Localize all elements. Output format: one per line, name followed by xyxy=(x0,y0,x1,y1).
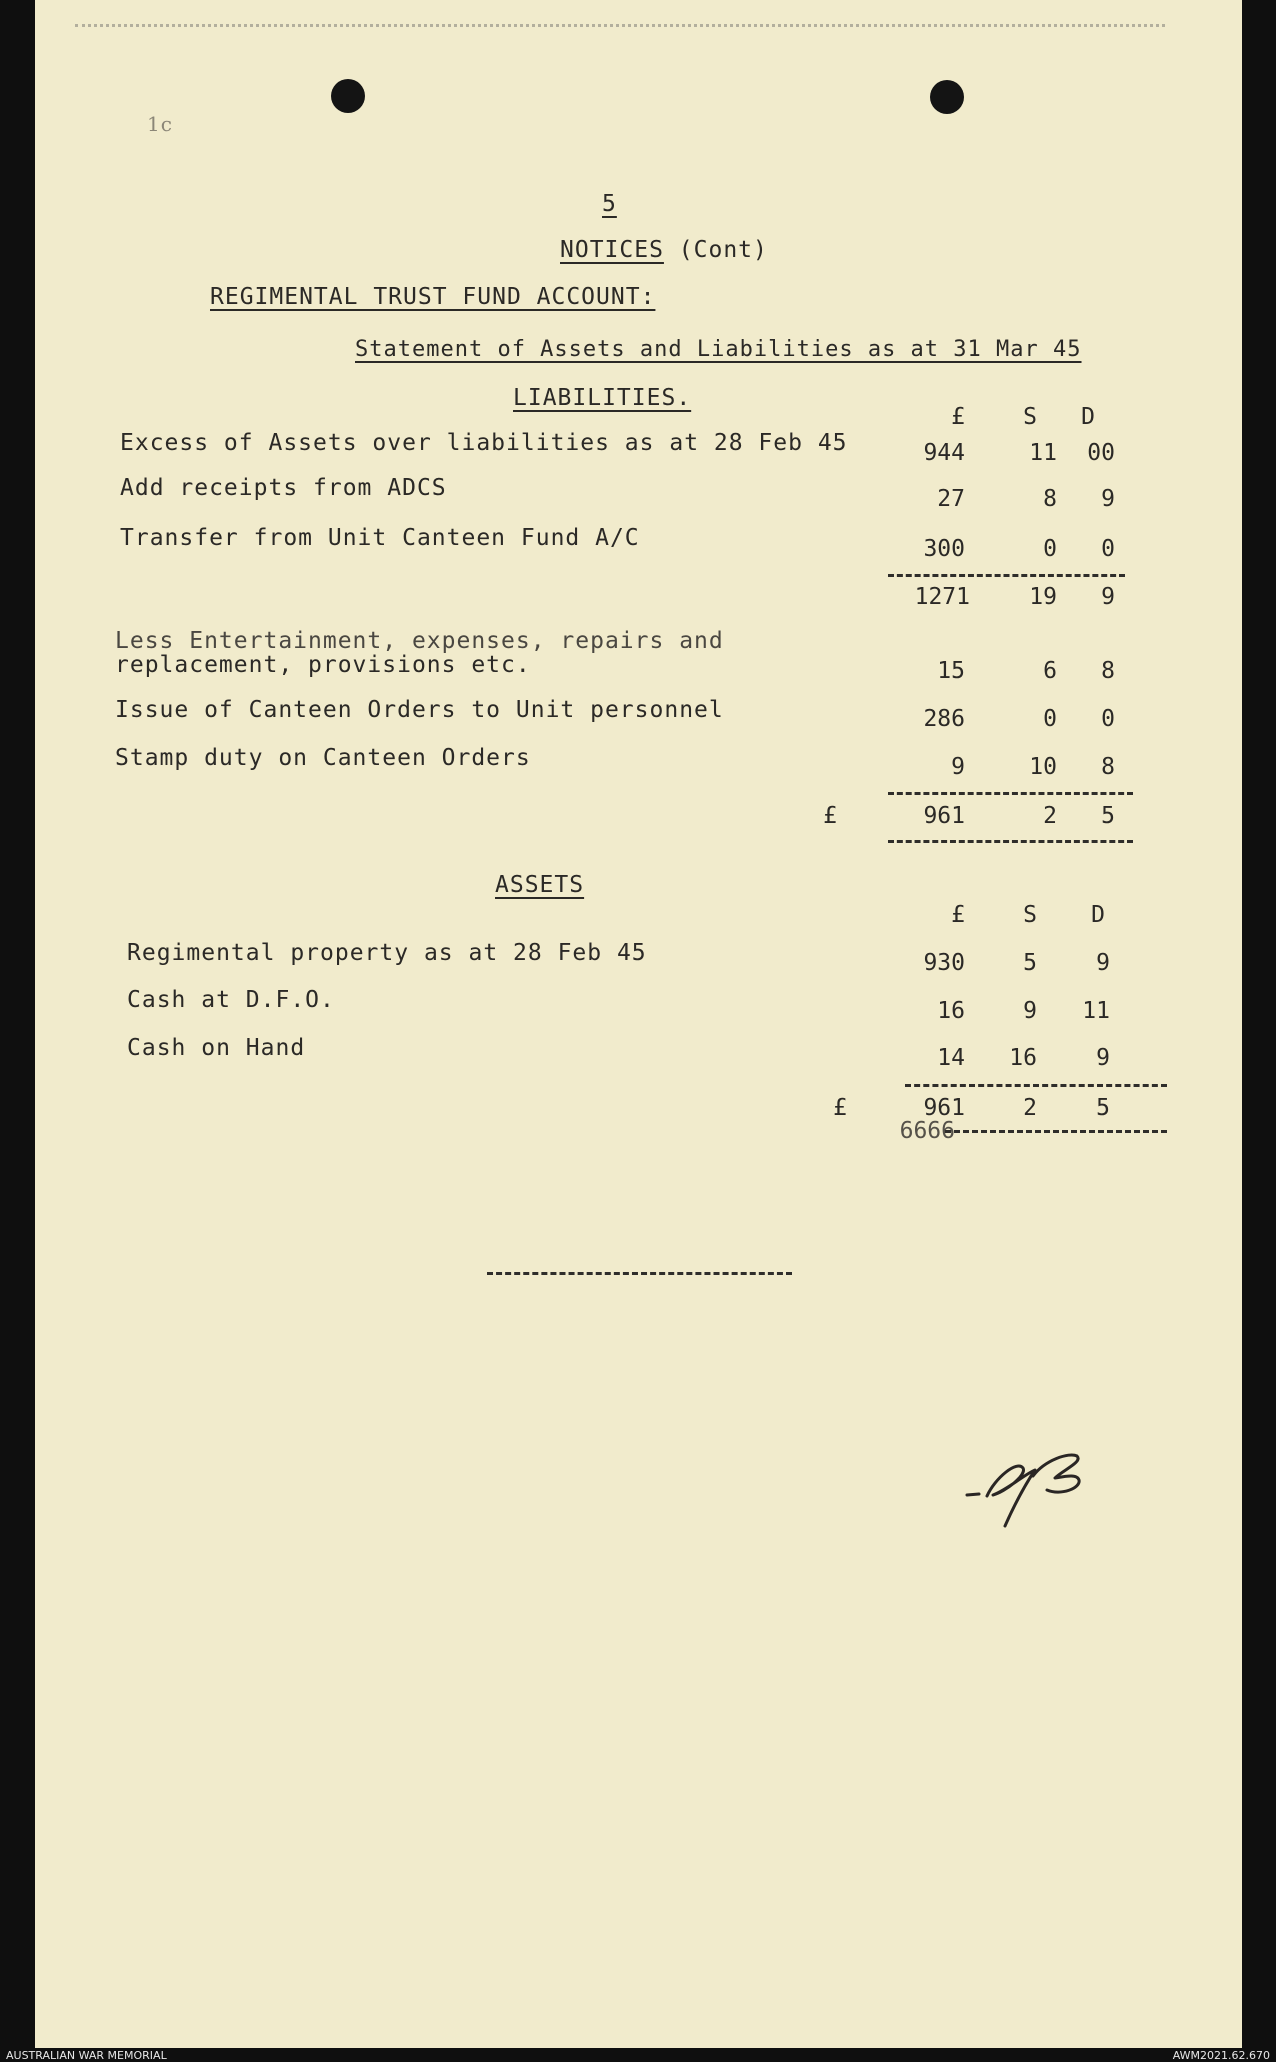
less-row-pounds: 286 xyxy=(923,706,965,732)
less-row-shillings: 6 xyxy=(1043,658,1057,684)
assets-total-rule-bottom xyxy=(945,1130,1167,1133)
liab-row-shillings: 8 xyxy=(1043,486,1057,512)
assets-total-pounds: 961 xyxy=(923,1095,965,1121)
section-heading: REGIMENTAL TRUST FUND ACCOUNT: xyxy=(210,284,656,310)
punch-hole-left xyxy=(331,79,365,113)
notices-title-text: NOTICES xyxy=(560,237,664,263)
liab-row-shillings: 11 xyxy=(1029,440,1057,466)
top-edge-marks xyxy=(75,24,1165,27)
asset-row-label: Regimental property as at 28 Feb 45 xyxy=(127,940,647,966)
assets-total-rule-top xyxy=(905,1084,1167,1087)
liab-row-pence: 9 xyxy=(1101,486,1115,512)
subtotal-rule xyxy=(888,574,1125,577)
assets-total-shillings: 2 xyxy=(1023,1095,1037,1121)
less-row-label: Issue of Canteen Orders to Unit personnel xyxy=(115,697,724,723)
notices-title xyxy=(560,237,768,263)
handwritten-initials xyxy=(965,1440,1140,1530)
less-row-pence: 8 xyxy=(1101,754,1115,780)
less-row-shillings: 0 xyxy=(1043,706,1057,732)
liab-row-pence: 00 xyxy=(1087,440,1115,466)
total-rule-top xyxy=(888,792,1133,795)
assets-total-pence: 5 xyxy=(1096,1095,1110,1121)
asset-row-pounds: 14 xyxy=(937,1045,965,1071)
assets-col-pence: D xyxy=(1091,902,1105,928)
assets-total-currency: £ xyxy=(833,1095,847,1121)
less-row-pence: 8 xyxy=(1101,658,1115,684)
liab-row-pounds: 27 xyxy=(937,486,965,512)
asset-row-label: Cash at D.F.O. xyxy=(127,987,335,1013)
footer-source: AUSTRALIAN WAR MEMORIAL xyxy=(6,2049,167,2062)
less-row-pounds: 9 xyxy=(951,754,965,780)
liab-subtotal-shillings: 19 xyxy=(1029,584,1057,610)
asset-row-pence: 9 xyxy=(1096,950,1110,976)
assets-strikeover: 6666 xyxy=(899,1118,955,1144)
liab-total-shillings: 2 xyxy=(1043,803,1057,829)
liab-row-label: Add receipts from ADCS xyxy=(120,475,447,501)
less-row-shillings: 10 xyxy=(1029,754,1057,780)
asset-row-pounds: 930 xyxy=(923,950,965,976)
liab-row-label: Transfer from Unit Canteen Fund A/C xyxy=(120,525,640,551)
asset-row-pounds: 16 xyxy=(937,998,965,1024)
liab-row-pence: 0 xyxy=(1101,536,1115,562)
liab-subtotal-pence: 9 xyxy=(1101,584,1115,610)
footer-reference: AWM2021.62.670 xyxy=(1172,2049,1270,2062)
less-row-pence: 0 xyxy=(1101,706,1115,732)
margin-mark: 1c xyxy=(147,112,173,136)
less-row-pounds: 15 xyxy=(937,658,965,684)
liab-row-shillings: 0 xyxy=(1043,536,1057,562)
statement-subheading: Statement of Assets and Liabilities as at 31 Mar 45 xyxy=(355,337,1082,362)
asset-row-pence: 9 xyxy=(1096,1045,1110,1071)
liab-col-pounds: £ xyxy=(951,404,965,430)
less-row-label-cont: replacement, provisions etc. xyxy=(115,652,531,678)
liab-total-currency: £ xyxy=(823,803,837,829)
less-row-label: Stamp duty on Canteen Orders xyxy=(115,745,531,771)
liab-row-pounds: 300 xyxy=(923,536,965,562)
assets-col-shillings: S xyxy=(1023,902,1037,928)
liabilities-heading: LIABILITIES. xyxy=(513,385,692,411)
liab-total-pence: 5 xyxy=(1101,803,1115,829)
asset-row-shillings: 9 xyxy=(1023,998,1037,1024)
liab-subtotal-pounds: 1271 xyxy=(914,584,970,610)
less-row-label: Less Entertainment, expenses, repairs and xyxy=(115,628,724,654)
liab-col-shillings: S xyxy=(1023,404,1037,430)
liab-row-label: Excess of Assets over liabilities as at 28 Feb 45 xyxy=(120,430,848,456)
total-rule-bottom xyxy=(888,840,1133,843)
liab-col-pence: D xyxy=(1081,404,1095,430)
asset-row-shillings: 5 xyxy=(1023,950,1037,976)
asset-row-pence: 11 xyxy=(1082,998,1110,1024)
liab-total-pounds: 961 xyxy=(923,803,965,829)
end-rule xyxy=(487,1272,792,1275)
document-page xyxy=(35,0,1242,2048)
liab-row-pounds: 944 xyxy=(923,440,965,466)
asset-row-shillings: 16 xyxy=(1009,1045,1037,1071)
punch-hole-right xyxy=(930,80,964,114)
asset-row-label: Cash on Hand xyxy=(127,1035,306,1061)
page-number: 5 xyxy=(602,191,617,217)
notices-title-suffix: (Cont) xyxy=(678,237,768,263)
assets-heading: ASSETS xyxy=(495,872,585,898)
assets-col-pounds: £ xyxy=(951,902,965,928)
